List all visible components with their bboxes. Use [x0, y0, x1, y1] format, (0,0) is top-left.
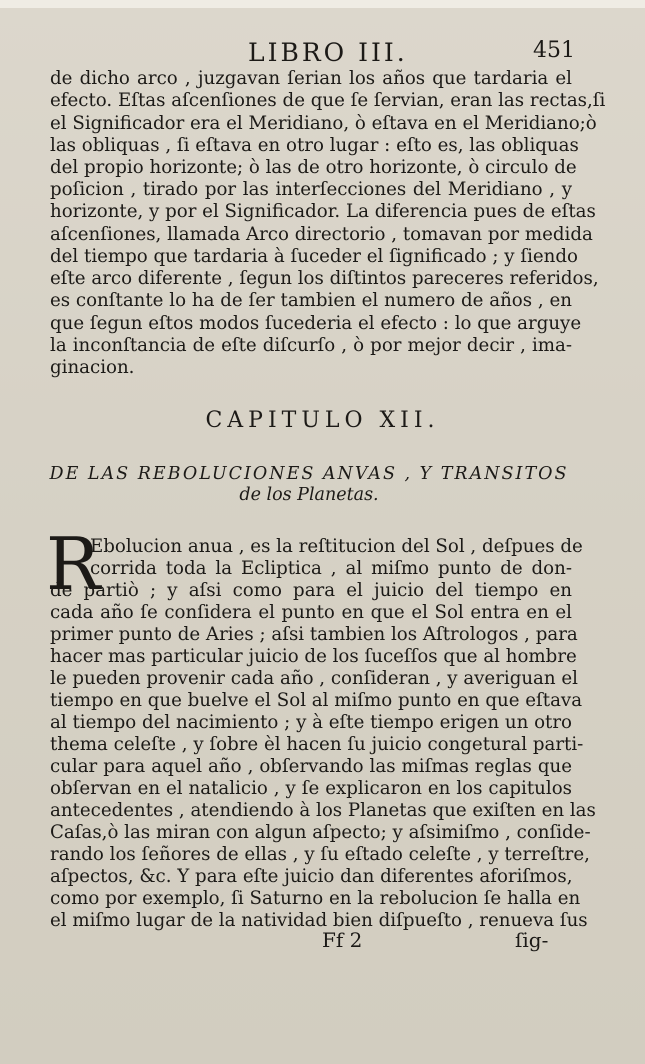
- text-line: le pueden provenir cada año , conſideran , y averiguan el: [50, 668, 578, 689]
- text-line: poſicion , tirado por las interſecciones del Meridiano , y: [50, 179, 572, 200]
- text-line: al tiempo del nacimiento ; y à eſte tiempo erigen un otro: [50, 712, 572, 733]
- text-line: efecto. Eſtas aſcenſiones de que ſe ſervian, eran las rectas,ſi: [50, 90, 606, 111]
- text-line: cular para aquel año , obſervando las miſmas reglas que: [50, 756, 572, 777]
- text-line: ginacion.: [50, 357, 135, 378]
- text-line: cada año ſe conſidera el punto en que el Sol entra en el: [50, 602, 572, 623]
- section-subheading: de los Planetas.: [239, 485, 379, 505]
- text-line: rando los ſeñores de ellas , y ſu eſtado celeſte , y terreſtre,: [50, 844, 590, 865]
- section-heading: DE LAS REBOLUCIONES ANVAS , Y TRANSITOS: [49, 464, 569, 484]
- text-line: obſervan en el natalicio , y ſe explicaron en los capitulos: [50, 778, 572, 799]
- text-line: Ebolucion anua , es la reſtitucion del Sol , deſpues de: [90, 536, 583, 557]
- text-line: eſte arco diferente , ſegun los diſtintos pareceres referidos,: [50, 268, 599, 289]
- drop-cap: R: [46, 522, 101, 606]
- text-line: que ſegun eſtos modos ſucederia el efecto : lo que arguye: [50, 313, 582, 334]
- text-line: la inconſtancia de eſte diſcurſo , ò por mejor decir , ima-: [50, 335, 572, 356]
- catchword: ſig-: [515, 928, 549, 952]
- text-line: horizonte, y por el Significador. La diferencia pues de eſtas: [50, 201, 596, 222]
- text-line: de dicho arco , juzgavan ſerian los años que tardaria el: [50, 68, 572, 89]
- text-line: aſcenſiones, llamada Arco directorio , tomavan por medida: [50, 224, 593, 245]
- text-line: aſpectos, &c. Y para eſte juicio dan diferentes aforiſmos,: [50, 866, 573, 887]
- text-line: como por exemplo, ſi Saturno en la rebolucion ſe halla en: [50, 888, 581, 909]
- text-line: corrida toda la Ecliptica , al miſmo punto de don-: [90, 558, 572, 579]
- text-line: el miſmo lugar de la natividad bien diſpueſto , renueva ſus: [50, 910, 588, 931]
- running-head-title: LIBRO III.: [248, 38, 408, 67]
- text-line: del propio horizonte; ò las de otro horizonte, ò circulo de: [50, 157, 577, 178]
- text-line: de partiò ; y aſsi como para el juicio del tiempo en: [50, 580, 572, 601]
- text-line: Caſas,ò las miran con algun aſpecto; y aſsimiſmo , conſide-: [50, 822, 591, 843]
- text-line: del tiempo que tardaria à ſuceder el ſignificado ; y ſiendo: [50, 246, 578, 267]
- text-line: tiempo en que buelve el Sol al miſmo punto en que eſtava: [50, 690, 583, 711]
- chapter-title: CAPITULO XII.: [205, 408, 440, 433]
- text-line: las obliquas , ſi eſtava en otro lugar : eſto es, las obliquas: [50, 135, 579, 156]
- text-line: es conſtante lo ha de ſer tambien el numero de años , en: [50, 290, 572, 311]
- text-line: thema celeſte , y ſobre èl hacen ſu juicio congetural parti-: [50, 734, 584, 755]
- text-line: antecedentes , atendiendo à los Planetas que exiſten en las: [50, 800, 596, 821]
- page-number: 451: [533, 38, 575, 63]
- text-line: hacer mas particular juicio de los ſuceſſos que al hombre: [50, 646, 577, 667]
- signature-mark: Ff 2: [322, 928, 363, 952]
- page-top-edge: [0, 0, 645, 8]
- text-line: primer punto de Aries ; aſsi tambien los Aſtrologos , para: [50, 624, 578, 645]
- running-head: [0, 38, 645, 68]
- text-line: el Significador era el Meridiano, ò eſtava en el Meridiano;ò: [50, 113, 597, 134]
